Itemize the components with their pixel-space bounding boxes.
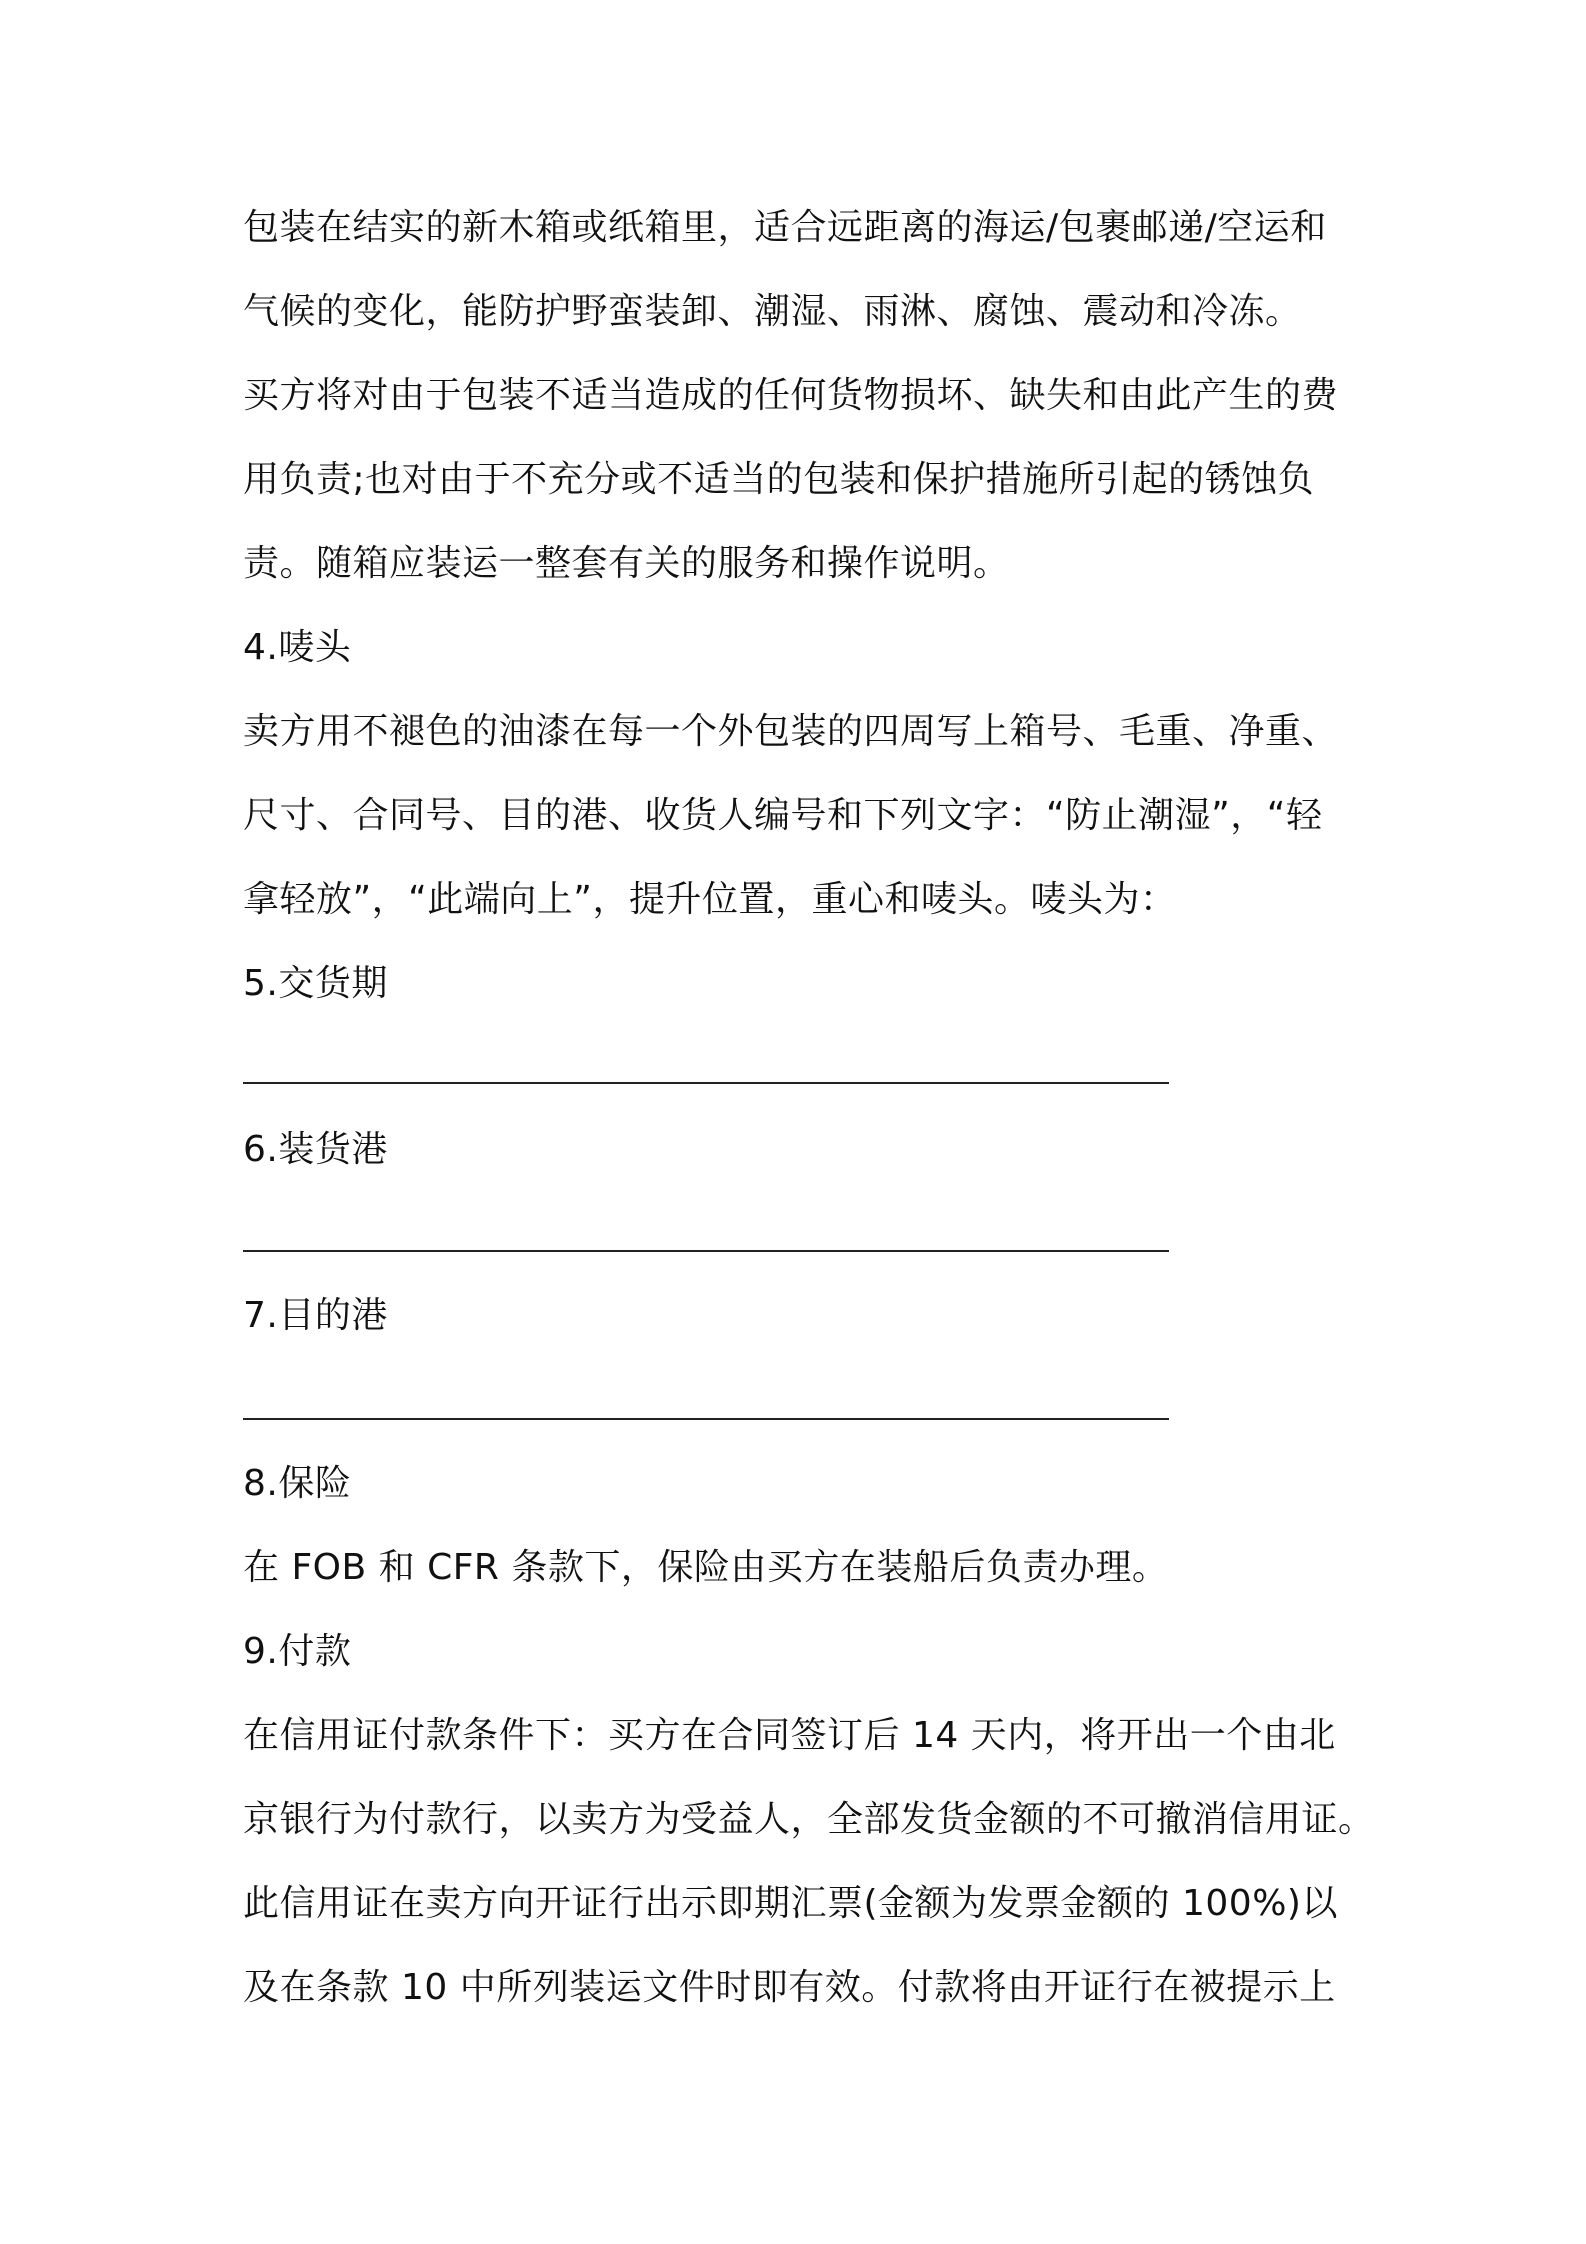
packing-paragraph-line-5: 责。随箱应装运一整套有关的服务和操作说明。 [243, 543, 1010, 584]
payment-paragraph-line-1: 在信用证付款条件下：买方在合同签订后 14 天内，将开出一个由北 [243, 1715, 1336, 1756]
packing-paragraph-line-3: 买方将对由于包装不适当造成的任何货物损坏、缺失和由此产生的费 [243, 375, 1339, 416]
marks-paragraph-line-1: 卖方用不褪色的油漆在每一个外包装的四周写上箱号、毛重、净重、 [243, 711, 1339, 752]
section-heading-loading-port: 6.装货港 [243, 1129, 388, 1170]
section-heading-insurance: 8.保险 [243, 1463, 352, 1504]
section-heading-delivery-time: 5.交货期 [243, 963, 388, 1004]
marks-paragraph-line-3: 拿轻放”，“此端向上”，提升位置，重心和唛头。唛头为： [243, 879, 1177, 920]
loading-port-blank-line [243, 1250, 1169, 1252]
packing-paragraph-line-4: 用负责;也对由于不充分或不适当的包装和保护措施所引起的锈蚀负 [243, 459, 1315, 500]
packing-paragraph-line-2: 气候的变化，能防护野蛮装卸、潮湿、雨淋、腐蚀、震动和冷冻。 [243, 291, 1302, 332]
marks-paragraph-line-2: 尺寸、合同号、目的港、收货人编号和下列文字：“防止潮湿”，“轻 [243, 795, 1323, 836]
payment-paragraph-line-2: 京银行为付款行，以卖方为受益人，全部发货金额的不可撤消信用证。 [243, 1799, 1375, 1840]
section-heading-shipping-marks: 4.唛头 [243, 627, 352, 668]
payment-paragraph-line-3: 此信用证在卖方向开证行出示即期汇票(金额为发票金额的 100%)以 [243, 1883, 1338, 1924]
section-heading-destination-port: 7.目的港 [243, 1295, 388, 1336]
section-heading-payment: 9.付款 [243, 1631, 352, 1672]
payment-paragraph-line-4: 及在条款 10 中所列装运文件时即有效。付款将由开证行在被提示上 [243, 1967, 1336, 2008]
delivery-time-blank-line [243, 1082, 1169, 1084]
insurance-paragraph: 在 FOB 和 CFR 条款下，保险由买方在装船后负责办理。 [243, 1547, 1169, 1588]
destination-port-blank-line [243, 1418, 1169, 1420]
packing-paragraph-line-1: 包装在结实的新木箱或纸箱里，适合远距离的海运/包裹邮递/空运和 [243, 207, 1327, 248]
